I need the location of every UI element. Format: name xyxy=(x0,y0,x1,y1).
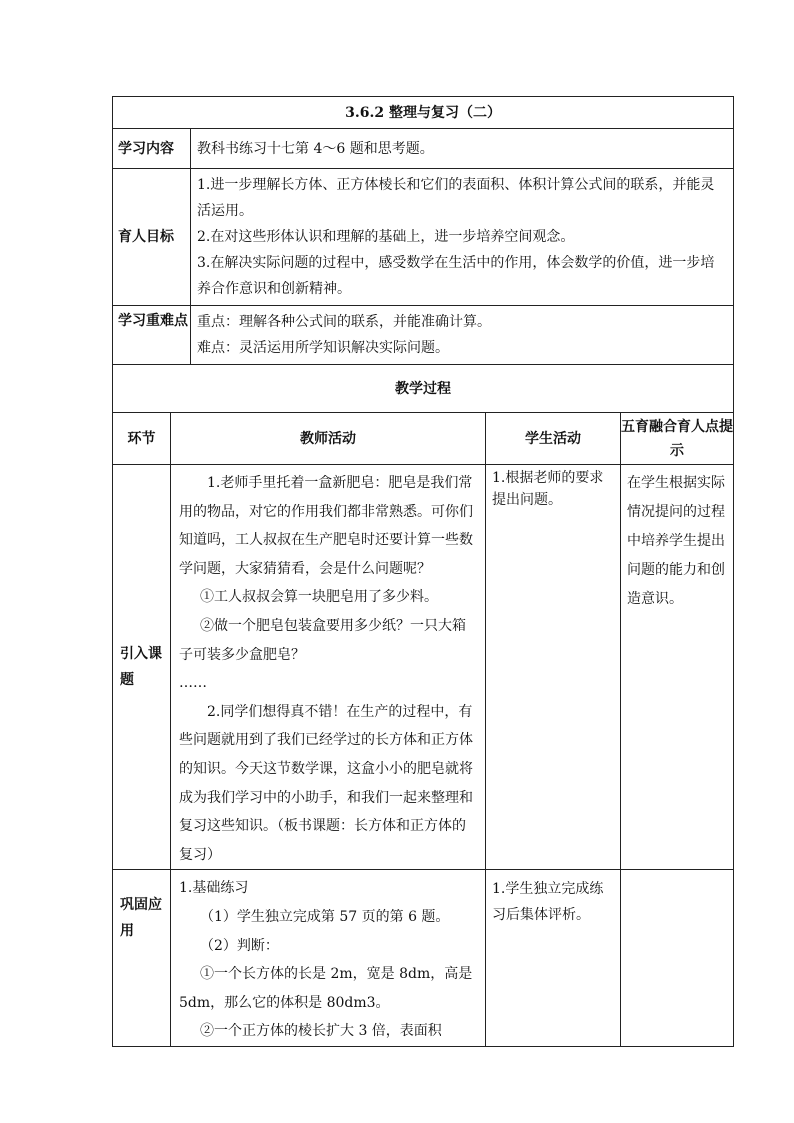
intro-row xyxy=(113,465,734,870)
intro-teacher xyxy=(171,465,486,870)
practice-five xyxy=(621,870,734,1047)
practice-student: 1.学生独立完成练习后集体评析。 xyxy=(486,870,621,1047)
col-student-header: 学生活动 xyxy=(486,413,621,465)
goal-item: 3.在解决实际问题的过程中，感受数学在生活中的作用，体会数学的价值，进一步培养合作意识和创新精神。 xyxy=(197,255,715,297)
content-label: 学习内容 xyxy=(113,129,191,169)
teacher-paragraph: 2.同学们想得真不错！在生产的过程中，有些问题就用到了我们已经学过的长方体和正方体的知识。今天这节数学课，这盒小小的肥皂就将成为我们学习中的小助手，和我们一起来整理和复习这些知识。（板书课题：长方体和正方体的复习） xyxy=(179,703,473,863)
teacher-paragraph: ①工人叔叔会算一块肥皂用了多少料。 xyxy=(200,589,438,606)
intro-stage: 引入课题 xyxy=(113,465,171,870)
lesson-title: 3.6.2 整理与复习（二） xyxy=(113,97,734,129)
practice-teacher xyxy=(171,870,486,1047)
goals-row xyxy=(113,169,734,306)
key-point-item: 难点：灵活运用所学知识解决实际问题。 xyxy=(197,340,449,356)
key-points-label: 学习重难点 xyxy=(113,306,191,365)
practice-stage: 巩固应用 xyxy=(113,870,171,1047)
process-row xyxy=(113,365,734,413)
teacher-paragraph: ②一个正方体的棱长扩大 3 倍，表面积 xyxy=(200,1023,442,1040)
process-title: 教学过程 xyxy=(113,365,734,413)
content-text: 教科书练习十七第 4～6 题和思考题。 xyxy=(191,129,734,169)
lesson-plan-table xyxy=(112,96,734,1047)
teacher-paragraph: （1）学生独立完成第 57 页的第 6 题。 xyxy=(200,908,450,925)
intro-five: 在学生根据实际情况提问的过程中培养学生提出问题的能力和创造意识。 xyxy=(621,465,734,870)
goal-item: 1.进一步理解长方体、正方体棱长和它们的表面积、体积计算公式间的联系，并能灵活运用。 xyxy=(197,177,715,219)
content-row xyxy=(113,129,734,169)
col-five-header: 五育融合育人点提示 xyxy=(621,413,734,465)
column-header-row xyxy=(113,413,734,465)
key-points-row xyxy=(113,306,734,365)
goals-label: 育人目标 xyxy=(113,169,191,306)
teacher-paragraph: ①一个长方体的长是 2m，宽是 8dm，高是 5dm，那么它的体积是 80dm3。 xyxy=(179,966,473,1011)
teacher-paragraph: 1.基础练习 xyxy=(179,880,249,897)
col-stage-header: 环节 xyxy=(113,413,171,465)
teacher-paragraph: （2）判断： xyxy=(200,937,279,954)
goal-item: 2.在对这些形体认识和理解的基础上，进一步培养空间观念。 xyxy=(197,229,575,245)
practice-row xyxy=(113,870,734,1047)
teacher-paragraph: …… xyxy=(179,675,207,692)
teacher-paragraph: 1.老师手里托着一盒新肥皂：肥皂是我们常用的物品，对它的作用我们都非常熟悉。可你们知道吗，工人叔叔在生产肥皂时还要计算一些数学问题，大家猜猜看，会是什么问题呢？ xyxy=(179,475,473,577)
title-row xyxy=(113,97,734,129)
intro-student: 1.根据老师的要求提出问题。 xyxy=(486,465,621,870)
col-teacher-header: 教师活动 xyxy=(171,413,486,465)
goals-list xyxy=(191,169,734,306)
teacher-paragraph: ②做一个肥皂包装盒要用多少纸？一只大箱子可装多少盒肥皂？ xyxy=(179,617,466,663)
key-point-item: 重点：理解各种公式间的联系，并能准确计算。 xyxy=(197,314,491,330)
key-points-list xyxy=(191,306,734,365)
